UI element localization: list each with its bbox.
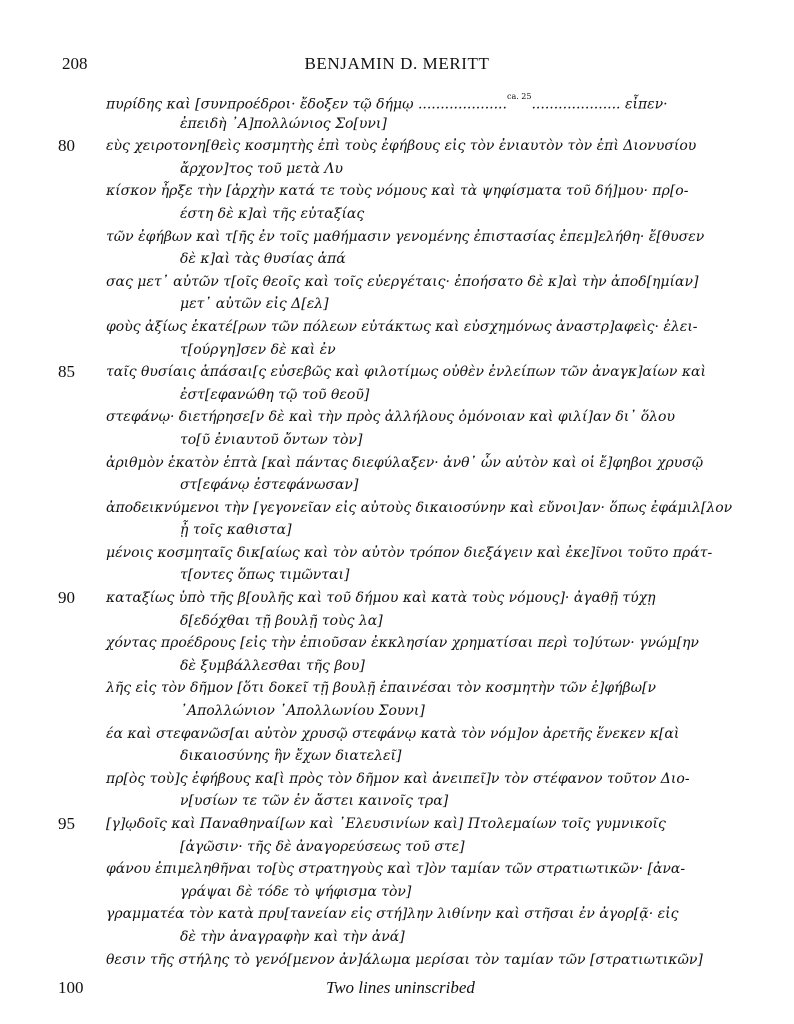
inscription-line [0,384,794,407]
line-text: ἐστ[εφανώθη τῷ τοῦ θεοῦ] [180,386,370,403]
line-text: ἄρχον]τος τοῦ μετὰ Λυ [180,160,344,177]
inscription-line [0,474,794,497]
inscription-line [0,587,794,610]
inscription-line [0,813,794,836]
line-number: 85 [58,362,75,382]
line-number: 100 [58,978,84,998]
inscription-line [0,519,794,542]
uninscribed-line [0,977,794,1000]
line-text: ἀποδεικνύμενοι τὴν [γεγονεῖαν εἰς αὐτοὺς δικαιοσύνην καὶ εὔνοι]αν· ὅπως ἐφάμιλ[λον [106,499,733,516]
inscription-line [0,248,794,271]
inscription-line [0,339,794,362]
line-text: δ[εδόχθαι τῇ βουλῇ τοὺς λα] [180,612,383,629]
line-text: σας μετ᾿ αὐτῶν τ[οῖς θεοῖς καὶ τοῖς εὐεργέταις· ἐποήσατο δὲ κ]αὶ τὴν ἀποδ[ημίαν] [106,273,699,290]
line-text: μετ᾿ αὐτῶν εἰς Δ[ελ] [180,296,329,313]
inscription-line [0,723,794,746]
inscription-line [0,203,794,226]
line-text: γραμματέα τὸν κατὰ πρυ[τανείαν εἰς στή]λην λιθίνην καὶ στῆσαι ἐν ἀγορ[ᾷ· εἰς [106,906,679,923]
line-text: ᾿Απολλώνιον ᾿Απολλωνίου Σουνι] [180,703,425,720]
line-text: ν[υσίων τε τῶν ἐν ἄστει καινοῖς τρα] [180,793,449,810]
inscription-line [0,655,794,678]
inscription-line [0,90,794,113]
line-text: στεφάνῳ· διετήρησε[ν δὲ καὶ τὴν πρὸς ἀλλήλους ὁμόνοιαν καὶ φιλί]αν δι᾿ ὅλου [106,409,675,426]
inscription-line [0,452,794,475]
line-text: δὲ ξυμβάλλεσθαι τῆς βου] [180,657,365,674]
line-text: θεσιν τῆς στήλης τὸ γενό[μενον ἀν]άλωμα μερίσαι τὸν ταμίαν τῶν [στρατιωτικῶν] [106,951,703,968]
inscription-line [0,610,794,633]
inscription-line [0,677,794,700]
inscription-line [0,745,794,768]
inscription-line [0,293,794,316]
line-text: μένοις κοσμηταῖς δικ[αίως καὶ τὸν αὐτὸν τρόπον διεξάγειν καὶ ἐκε]ῖνοι τοῦτο πράτ- [106,544,713,561]
line-text: έστη δὲ κ]αὶ τῆς εὐταξίας [180,205,365,222]
inscription-line [0,158,794,181]
line-text: το[ῦ ἐνιαυτοῦ ὄντων τὸν] [180,431,363,448]
lacuna-size-note: ca. 25 [506,92,532,101]
inscription-line [0,429,794,452]
line-text: ἐπειδὴ ᾿Α]πολλώνιος Σο[υνι] [180,115,387,132]
line-text: φάνου ἐπιμεληθῆναι το[ὺς στρατηγοὺς καὶ τ]ὸν ταμίαν τῶν στρατιωτικῶν· [ἀνα- [106,861,686,878]
line-text: λῆς εἰς τὸν δῆμον [ὅτι δοκεῖ τῇ βουλῇ ἐπαινέσαι τὸν κοσμητὴν τῶν ἐ]φήβω[ν [106,680,656,697]
line-text: έα καὶ στεφανῶσ[αι αὐτὸν χρυσῷ στεφάνῳ κατὰ τὸν νόμ]ον ἀρετῆς ἕνεκεν κ[αὶ [106,725,680,742]
inscription-line [0,632,794,655]
line-text: πυρίδης καὶ [συνπροέδροι· ἔδοξεν τῷ δήμῳ ....................$^{ca. 25}$.................... εἶπεν· [106,92,668,113]
running-head-author: BENJAMIN D. MERITT [304,54,490,73]
inscription-line [0,271,794,294]
line-text: δὲ τὴν ἀναγραφὴν καὶ τὴν ἀνά] [180,928,405,945]
line-text: ταῖς θυσίαις ἁπάσαι[ς εὐσεβῶς καὶ φιλοτίμως οὐθὲν ἐνλείπων τῶν ἀναγκ]αίων καὶ [106,364,706,381]
inscription-line [0,497,794,520]
inscription-line [0,768,794,791]
line-number: 95 [58,814,75,833]
line-text: γράψαι δὲ τόδε τὸ ψήφισμα τὸν] [180,883,412,900]
line-text: καταξίως ὑπὸ τῆς β[ουλῆς καὶ τοῦ δήμου καὶ κατὰ τοὺς νόμους]· ἀγαθῇ τύχῃ [106,590,656,607]
line-text: τῶν ἐφήβων καὶ τ[ῆς ἐν τοῖς μαθήμασιν γενομένης ἐπιστασίας ἐπεμ]ελήθη· ἔ[θυσεν [106,228,705,245]
inscription-line [0,180,794,203]
inscription-line [0,564,794,587]
line-text: πρ[ὸς τοὺ]ς ἐφήβους κα[ὶ πρὸς τὸν δῆμον καὶ ἀνειπεῖ]ν τὸν στέφανον τοῦτον Διο- [106,770,690,787]
line-text: ἀριθμὸν ἑκατὸν ἑπτὰ [καὶ πάντας διεφύλαξεν· ἀνθ᾿ ὧν αὐτὸν καὶ οἱ ἔ]φηβοι χρυσῷ [106,454,704,471]
inscription-line [0,858,794,881]
inscription-line [0,361,794,384]
line-text: κίσκον ἦρξε τὴν [ἀρχὴν κατά τε τοὺς νόμους καὶ τὰ ψηφίσματα τοῦ δή]μου· πρ[ο- [106,183,689,200]
line-text: δὲ κ]αὶ τὰς θυσίας ἁπά [180,251,346,268]
line-text: στ[εφάνῳ ἐστεφάνωσαν] [180,477,359,494]
inscription-line [0,226,794,249]
line-number: 90 [58,588,75,608]
inscription-line [0,790,794,813]
inscription-line [0,926,794,949]
inscription-line [0,836,794,859]
inscription-line [0,135,794,158]
line-text: ᾖ τοῖς καθιστα] [180,522,292,539]
inscription-line [0,903,794,926]
inscription-line [0,881,794,904]
inscription-line [0,406,794,429]
page-number: 208 [62,54,88,73]
line-number: 80 [58,136,75,156]
line-text: δικαιοσύνης ἣν ἔχων διατελεῖ] [180,748,402,765]
line-text: τ[ούργη]σεν δὲ καὶ ἐν [180,341,336,358]
page-header [62,54,732,76]
line-text: εὺς χειροτονη[θεὶς κοσμητὴς ἐπὶ τοὺς ἐφήβους εἰς τὸν ἐνιαυτὸν τὸν ἐπὶ Διονυσίου [106,138,697,155]
line-text: [γ]ῳδοῖς καὶ Παναθηναί[ων καὶ ᾿Ελευσινίων καὶ] Πτολεμαίων τοῖς γυμνικοῖς [106,816,666,832]
uninscribed-note: Two lines uninscribed [326,978,475,998]
inscription-line [0,316,794,339]
inscription-line [0,542,794,565]
line-text: χόντας προέδρους [εἰς τὴν ἐπιοῦσαν ἐκκλησίαν χρηματίσαι περὶ το]ύτων· γνώμ[ην [106,635,699,652]
line-text: τ[οντες ὅπως τιμῶνται] [180,567,350,584]
inscription-line [0,113,794,136]
inscription-text [0,90,794,1000]
line-text: φοὺς ἀξίως ἑκατέ[ρων τῶν πόλεων εὐτάκτως καὶ εὐσχημόνως ἀναστρ]αφεὶς· ἐλει- [106,318,698,335]
inscription-line [0,700,794,723]
inscription-line [0,949,794,972]
line-text: [ἀγῶσιν· τῆς δὲ ἀναγορεύσεως τοῦ στε] [180,838,465,855]
